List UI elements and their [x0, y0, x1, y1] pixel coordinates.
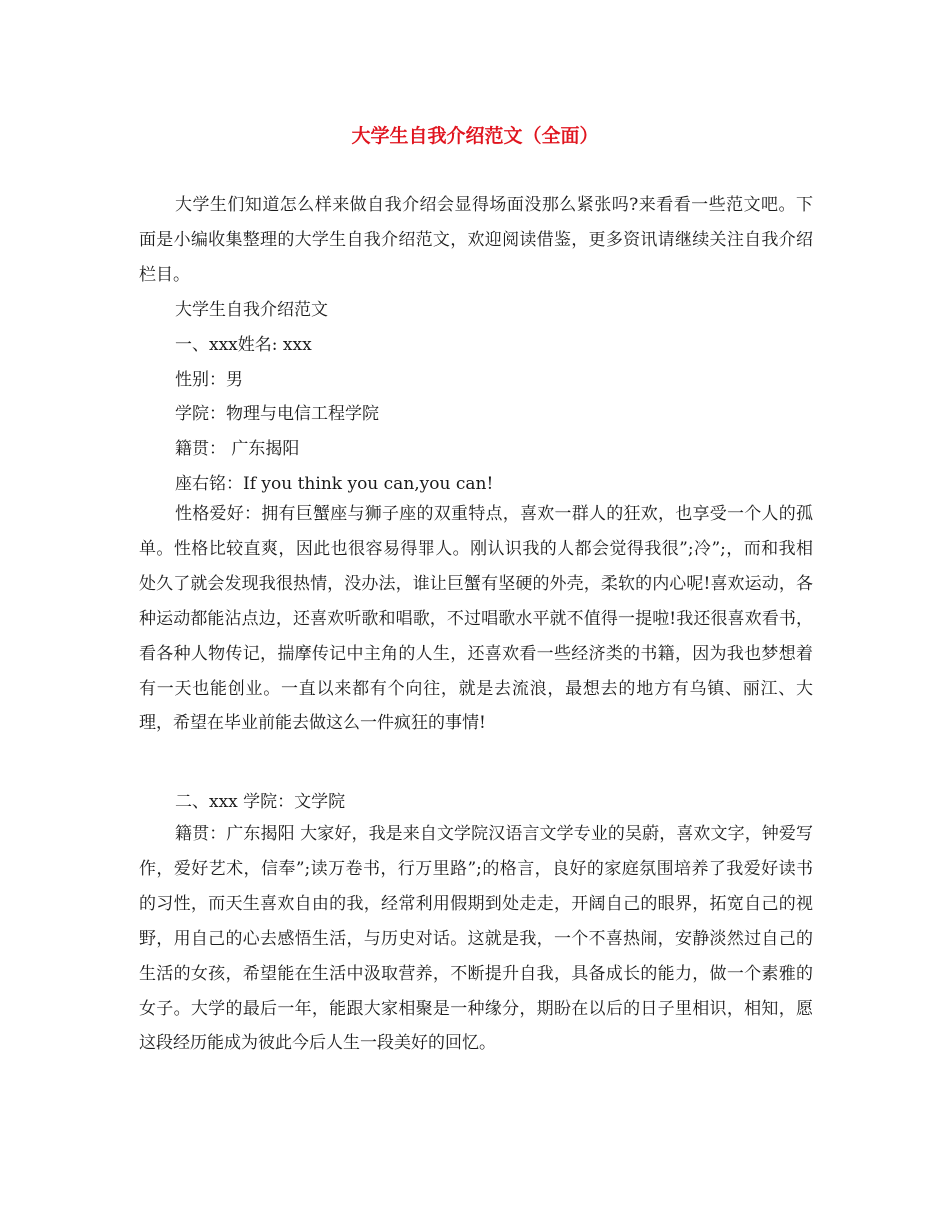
entry1-hometown-line: 籍贯： 广东揭阳 [175, 439, 300, 459]
entry2-body-paragraph: 籍贯：广东揭阳 大家好，我是来自文学院汉语言文学专业的吴蔚，喜欢文字，钟爱写作，爱好艺术，信奉”;读万卷书，行万里路”;的格言，良好的家庭氛围培养了我爱好读书的习性，而天生喜欢自由的我，经常利用假期到处走走，开阔自己的眼界，拓宽自己的视野，用自己的心去感悟生活，与历史对话。这就是我，一个不喜热闹，安静淡然过自己的生活的女孩，希望能在生活中汲取营养，不断提升自我，具备成长的能力，做一个素雅的女子。大学的最后一年，能跟大家相聚是一种缘分，期盼在以后的日子里相识，相知，愿这段经历能成为彼此今后人生一段美好的回忆。 [139, 824, 813, 1054]
entry1-college-line: 学院：物理与电信工程学院 [175, 404, 379, 424]
document-title: 大学生自我介绍范文（全面） [351, 125, 599, 147]
section-heading: 大学生自我介绍范文 [175, 300, 328, 320]
entry1-motto-line: 座右铭：If you think you can,you can! [175, 474, 494, 494]
entry1-personality-paragraph: 性格爱好：拥有巨蟹座与狮子座的双重特点，喜欢一群人的狂欢，也享受一个人的孤单。性格比较直爽，因此也很容易得罪人。刚认识我的人都会觉得我很”;冷”;，而和我相处久了就会发现我很热情，没办法，谁让巨蟹有坚硬的外壳，柔软的内心呢!喜欢运动，各种运动都能沾点边，还喜欢听歌和唱歌，不过唱歌水平就不值得一提啦!我还很喜欢看书，看各种人物传记，揣摩传记中主角的人生，还喜欢看一些经济类的书籍，因为我也梦想着有一天也能创业。一直以来都有个向往，就是去流浪，最想去的地方有乌镇、丽江、大理，希望在毕业前能去做这么一件疯狂的事情! [139, 504, 813, 734]
entry1-gender-line: 性别：男 [175, 370, 243, 390]
entry1-name-line: 一、xxx姓名: xxx [175, 335, 312, 355]
intro-paragraph: 大学生们知道怎么样来做自我介绍会显得场面没那么紧张吗?来看看一些范文吧。下面是小编收集整理的大学生自我介绍范文，欢迎阅读借鉴，更多资讯请继续关注自我介绍栏目。 [139, 195, 813, 285]
entry2-heading-line: 二、xxx 学院：文学院 [175, 792, 346, 812]
